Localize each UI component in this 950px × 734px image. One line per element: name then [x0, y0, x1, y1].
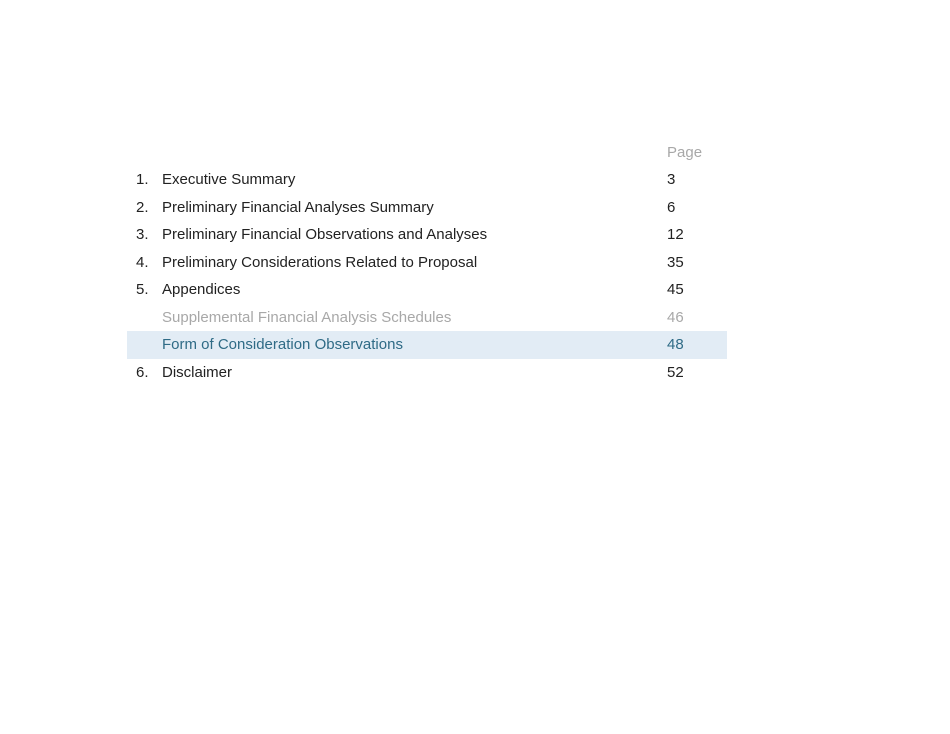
toc-entry-number: 6. — [136, 363, 149, 381]
toc-entry-considerations[interactable] — [127, 249, 727, 277]
page-column-header: Page — [667, 144, 703, 161]
table-of-contents — [127, 140, 727, 386]
toc-entry-page: 12 — [667, 226, 684, 243]
toc-entry-title: Supplemental Financial Analysis Schedules — [162, 308, 452, 326]
toc-entry-number: 4. — [136, 253, 149, 271]
toc-entry-title: Executive Summary — [162, 171, 296, 188]
toc-header — [127, 140, 727, 166]
toc-subentry-form-of-consideration[interactable] — [127, 331, 727, 359]
toc-entry-page: 48 — [667, 336, 684, 353]
toc-entry-analyses-summary[interactable] — [127, 194, 727, 222]
toc-entry-page: 46 — [667, 308, 684, 326]
toc-entry-number: 1. — [136, 171, 149, 188]
toc-entry-appendices[interactable] — [127, 276, 727, 304]
toc-entry-number: 2. — [136, 198, 149, 216]
toc-entry-page: 35 — [667, 253, 684, 271]
toc-entry-page: 52 — [667, 363, 684, 381]
toc-subentry-supplemental-schedules[interactable] — [127, 304, 727, 332]
toc-entry-title: Appendices — [162, 281, 241, 298]
toc-entry-title: Preliminary Considerations Related to Proposal — [162, 253, 478, 271]
toc-entry-number: 3. — [136, 226, 149, 243]
toc-entry-title: Disclaimer — [162, 363, 233, 381]
toc-entry-title: Preliminary Financial Analyses Summary — [162, 198, 434, 216]
toc-entry-disclaimer[interactable] — [127, 359, 727, 387]
toc-entry-executive-summary[interactable] — [127, 166, 727, 194]
toc-entry-title: Preliminary Financial Observations and Analyses — [162, 226, 488, 243]
toc-entry-page: 6 — [667, 198, 676, 216]
toc-entry-title: Form of Consideration Observations — [162, 336, 403, 353]
toc-entry-page: 3 — [667, 171, 676, 188]
toc-entry-number: 5. — [136, 281, 149, 298]
toc-entry-observations-analyses[interactable] — [127, 221, 727, 249]
toc-entry-page: 45 — [667, 281, 684, 298]
